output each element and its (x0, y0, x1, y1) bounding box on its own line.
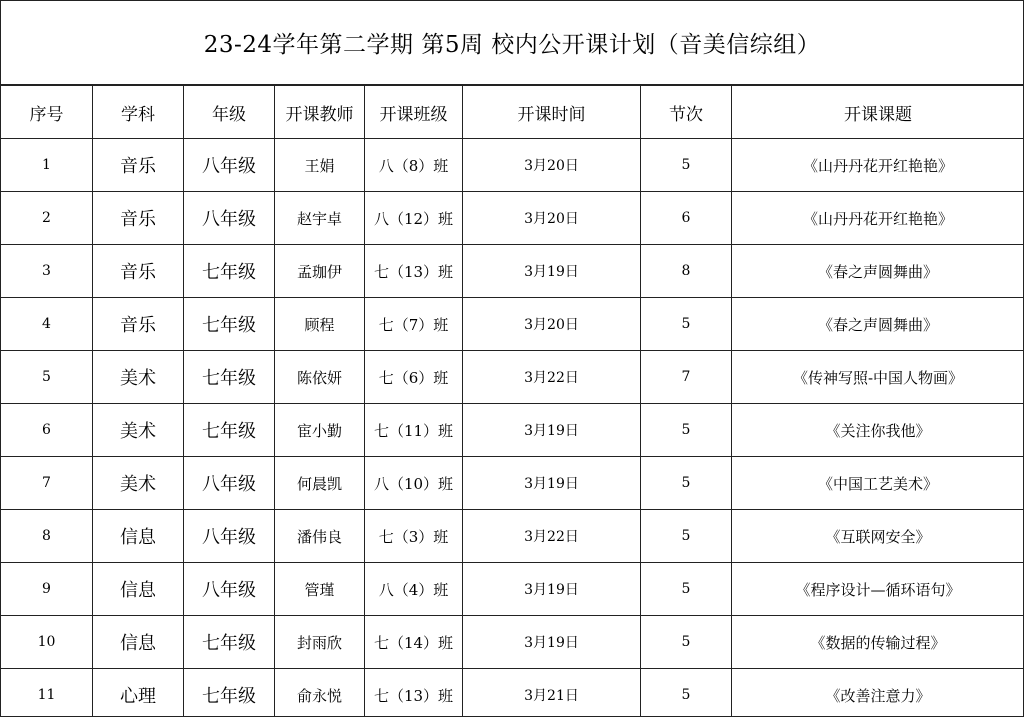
row-time: 3月22日 (463, 510, 641, 563)
row-number: 7 (1, 457, 93, 510)
row-topic: 《中国工艺美术》 (732, 457, 1024, 510)
row-subject: 音乐 (93, 245, 184, 298)
row-grade: 七年级 (184, 245, 275, 298)
row-number: 3 (1, 245, 93, 298)
row-time: 3月19日 (463, 457, 641, 510)
row-period: 5 (641, 510, 732, 563)
header-row (1, 86, 1024, 139)
row-topic: 《春之声圆舞曲》 (732, 245, 1024, 298)
row-time: 3月19日 (463, 245, 641, 298)
row-time: 3月19日 (463, 616, 641, 669)
row-grade: 八年级 (184, 510, 275, 563)
row-topic: 《互联网安全》 (732, 510, 1024, 563)
row-teacher: 宦小勤 (275, 404, 365, 457)
row-class: 七（14）班 (365, 616, 463, 669)
row-class: 八（10）班 (365, 457, 463, 510)
row-class: 七（13）班 (365, 245, 463, 298)
table-row (1, 457, 1024, 510)
row-teacher: 陈依妍 (275, 351, 365, 404)
row-subject: 音乐 (93, 192, 184, 245)
row-number: 6 (1, 404, 93, 457)
row-subject: 信息 (93, 616, 184, 669)
table-row (1, 139, 1024, 192)
row-topic: 《数据的传输过程》 (732, 616, 1024, 669)
row-class: 七（11）班 (365, 404, 463, 457)
table-row (1, 563, 1024, 616)
row-topic: 《程序设计—循环语句》 (732, 563, 1024, 616)
row-topic: 《改善注意力》 (732, 669, 1024, 717)
row-grade: 八年级 (184, 192, 275, 245)
row-teacher: 何晨凯 (275, 457, 365, 510)
row-topic: 《山丹丹花开红艳艳》 (732, 192, 1024, 245)
row-time: 3月19日 (463, 404, 641, 457)
row-period: 5 (641, 669, 732, 717)
row-number: 2 (1, 192, 93, 245)
row-subject: 心理 (93, 669, 184, 717)
header-grade: 年级 (184, 86, 275, 139)
header-subject: 学科 (93, 86, 184, 139)
row-subject: 音乐 (93, 139, 184, 192)
row-class: 七（3）班 (365, 510, 463, 563)
row-subject: 信息 (93, 563, 184, 616)
row-period: 5 (641, 563, 732, 616)
row-topic: 《山丹丹花开红艳艳》 (732, 139, 1024, 192)
row-period: 5 (641, 298, 732, 351)
row-number: 11 (1, 669, 93, 717)
row-grade: 七年级 (184, 298, 275, 351)
row-topic: 《春之声圆舞曲》 (732, 298, 1024, 351)
header-class: 开课班级 (365, 86, 463, 139)
table-row (1, 192, 1024, 245)
row-number: 10 (1, 616, 93, 669)
row-time: 3月20日 (463, 298, 641, 351)
row-time: 3月21日 (463, 669, 641, 717)
row-subject: 美术 (93, 351, 184, 404)
row-time: 3月22日 (463, 351, 641, 404)
row-grade: 七年级 (184, 669, 275, 717)
row-grade: 八年级 (184, 139, 275, 192)
row-class: 七（7）班 (365, 298, 463, 351)
page-title: 23-24学年第二学期 第5周 校内公开课计划（音美信综组） (1, 1, 1023, 85)
row-teacher: 王娟 (275, 139, 365, 192)
table-row (1, 351, 1024, 404)
row-grade: 八年级 (184, 563, 275, 616)
row-period: 5 (641, 404, 732, 457)
row-class: 八（8）班 (365, 139, 463, 192)
row-subject: 信息 (93, 510, 184, 563)
header-topic: 开课课题 (732, 86, 1024, 139)
row-class: 七（13）班 (365, 669, 463, 717)
row-time: 3月20日 (463, 139, 641, 192)
row-teacher: 孟珈伊 (275, 245, 365, 298)
row-teacher: 管瑾 (275, 563, 365, 616)
row-period: 8 (641, 245, 732, 298)
header-period: 节次 (641, 86, 732, 139)
row-period: 5 (641, 457, 732, 510)
table-row (1, 616, 1024, 669)
row-grade: 七年级 (184, 404, 275, 457)
row-teacher: 顾程 (275, 298, 365, 351)
row-teacher: 俞永悦 (275, 669, 365, 717)
row-period: 5 (641, 139, 732, 192)
row-class: 八（12）班 (365, 192, 463, 245)
row-class: 七（6）班 (365, 351, 463, 404)
row-grade: 八年级 (184, 457, 275, 510)
row-teacher: 赵宇卓 (275, 192, 365, 245)
table-body (1, 139, 1024, 717)
row-subject: 美术 (93, 457, 184, 510)
row-time: 3月19日 (463, 563, 641, 616)
row-period: 5 (641, 616, 732, 669)
row-number: 4 (1, 298, 93, 351)
table-row (1, 245, 1024, 298)
table-row (1, 669, 1024, 717)
table-row (1, 404, 1024, 457)
row-class: 八（4）班 (365, 563, 463, 616)
header-time: 开课时间 (463, 86, 641, 139)
row-number: 9 (1, 563, 93, 616)
row-number: 8 (1, 510, 93, 563)
row-period: 6 (641, 192, 732, 245)
row-subject: 美术 (93, 404, 184, 457)
row-grade: 七年级 (184, 616, 275, 669)
row-subject: 音乐 (93, 298, 184, 351)
row-number: 1 (1, 139, 93, 192)
header-teacher: 开课教师 (275, 86, 365, 139)
row-number: 5 (1, 351, 93, 404)
row-topic: 《传神写照-中国人物画》 (732, 351, 1024, 404)
row-time: 3月20日 (463, 192, 641, 245)
row-grade: 七年级 (184, 351, 275, 404)
schedule-table (0, 85, 1024, 717)
table-row (1, 298, 1024, 351)
row-period: 7 (641, 351, 732, 404)
row-teacher: 封雨欣 (275, 616, 365, 669)
row-topic: 《关注你我他》 (732, 404, 1024, 457)
header-no: 序号 (1, 86, 93, 139)
row-teacher: 潘伟良 (275, 510, 365, 563)
table-row (1, 510, 1024, 563)
